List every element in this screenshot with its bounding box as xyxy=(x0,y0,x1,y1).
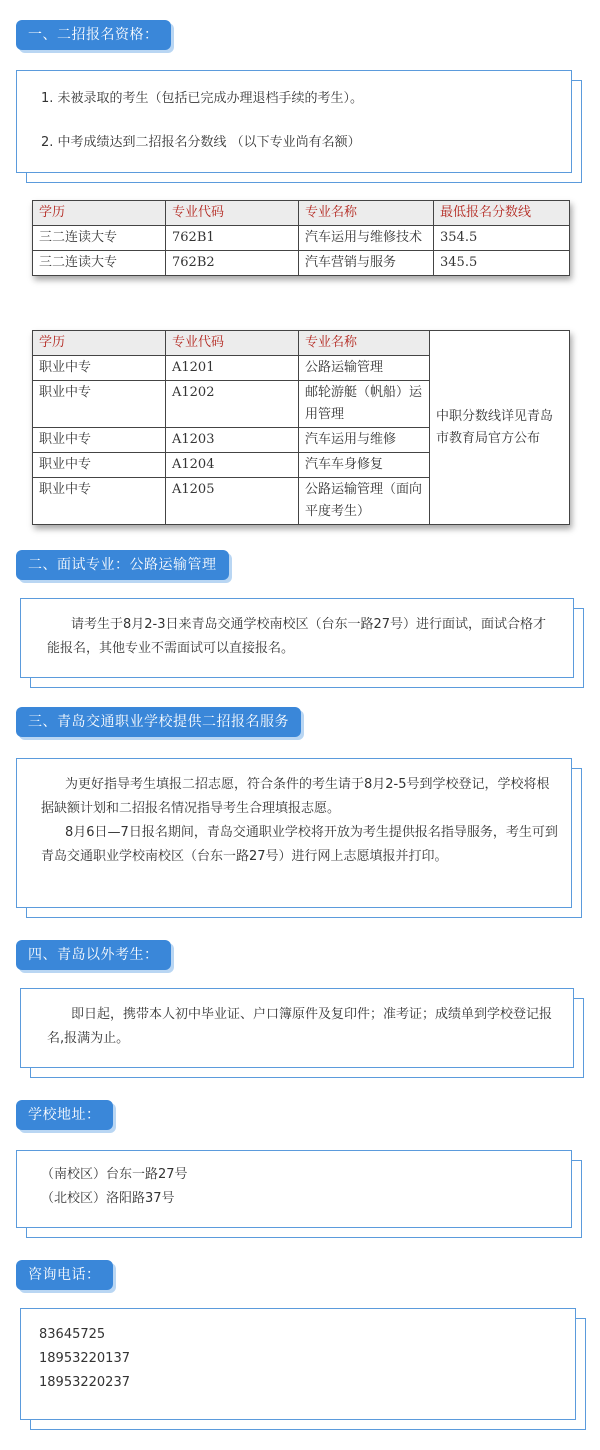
table-cell: 762B1 xyxy=(166,226,299,251)
service-paragraph-1: 为更好指导考生填报二招志愿，符合条件的考生请于8月2-5号到学校登记，学校将根据缺额计划和二招报名情况指导考生合理填报志愿。 xyxy=(41,777,550,816)
table-cell: A1205 xyxy=(166,478,299,525)
table-cell: 三二连读大专 xyxy=(33,226,166,251)
college-score-table xyxy=(32,200,570,276)
section-heading-phone: 咨询电话： xyxy=(16,1260,113,1290)
table-cell: 公路运输管理 xyxy=(299,356,430,381)
vocational-table xyxy=(32,330,570,525)
outside-text: 即日起，携带本人初中毕业证、户口簿原件及复印件；准考证；成绩单到学校登记报名,报满为止。 xyxy=(47,1007,553,1046)
eligibility-item-2: 2. 中考成绩达到二招报名分数线 （以下专业尚有名额） xyxy=(41,135,361,150)
table-cell: A1202 xyxy=(166,381,299,428)
table-cell: 职业中专 xyxy=(33,428,166,453)
section-heading-outside: 四、青岛以外考生： xyxy=(16,940,171,970)
table-cell: 345.5 xyxy=(434,251,570,276)
table-cell: 职业中专 xyxy=(33,453,166,478)
address-south: （南校区）台东一路27号 xyxy=(41,1167,188,1182)
table-cell: 邮轮游艇（帆船）运用管理 xyxy=(299,381,430,428)
eligibility-item-1: 1. 未被录取的考生（包括已完成办理退档手续的考生）。 xyxy=(41,91,364,106)
table1-header: 专业名称 xyxy=(299,201,434,226)
interview-box xyxy=(20,598,574,678)
table-cell: 汽车车身修复 xyxy=(299,453,430,478)
phone-number: 18953220237 xyxy=(39,1375,130,1390)
table1-header: 最低报名分数线 xyxy=(434,201,570,226)
service-paragraph-2: 8月6日—7日报名期间，青岛交通职业学校将开放为考生提供报名指导服务，考生可到青岛交通职业学校南校区（台东一路27号）进行网上志愿填报并打印。 xyxy=(41,825,558,864)
section-heading-eligibility: 一、二招报名资格： xyxy=(16,20,171,50)
table-cell: 汽车运用与维修技术 xyxy=(299,226,434,251)
section-heading-address: 学校地址： xyxy=(16,1100,113,1130)
table2-header: 学历 xyxy=(33,331,166,356)
eligibility-box xyxy=(16,70,572,173)
table-cell: 职业中专 xyxy=(33,356,166,381)
table2-header: 专业代码 xyxy=(166,331,299,356)
table-row xyxy=(33,251,570,276)
table-cell: 公路运输管理（面向平度考生） xyxy=(299,478,430,525)
table-cell: 三二连读大专 xyxy=(33,251,166,276)
address-north: （北校区）洛阳路37号 xyxy=(41,1191,175,1206)
phone-box xyxy=(20,1308,576,1420)
address-box xyxy=(16,1150,572,1228)
outside-box xyxy=(20,988,574,1068)
table-cell: 职业中专 xyxy=(33,381,166,428)
section-heading-service: 三、青岛交通职业学校提供二招报名服务 xyxy=(16,707,301,737)
table-cell: 354.5 xyxy=(434,226,570,251)
table-cell: 汽车运用与维修 xyxy=(299,428,430,453)
phone-number: 83645725 xyxy=(39,1327,106,1342)
table-cell: 汽车营销与服务 xyxy=(299,251,434,276)
table-row xyxy=(33,226,570,251)
table-cell: 762B2 xyxy=(166,251,299,276)
phone-number: 18953220137 xyxy=(39,1351,130,1366)
table2-header: 专业名称 xyxy=(299,331,430,356)
section-heading-interview: 二、面试专业：公路运输管理 xyxy=(16,550,229,580)
service-box xyxy=(16,758,572,908)
table1-header: 专业代码 xyxy=(166,201,299,226)
table-cell: A1204 xyxy=(166,453,299,478)
table-cell: 职业中专 xyxy=(33,478,166,525)
score-note: 中职分数线详见青岛市教育局官方公布 xyxy=(430,331,570,525)
table-cell: A1203 xyxy=(166,428,299,453)
table-cell: A1201 xyxy=(166,356,299,381)
table1-header: 学历 xyxy=(33,201,166,226)
interview-text: 请考生于8月2-3日来青岛交通学校南校区（台东一路27号）进行面试，面试合格才能报名，其他专业不需面试可以直接报名。 xyxy=(47,617,547,656)
